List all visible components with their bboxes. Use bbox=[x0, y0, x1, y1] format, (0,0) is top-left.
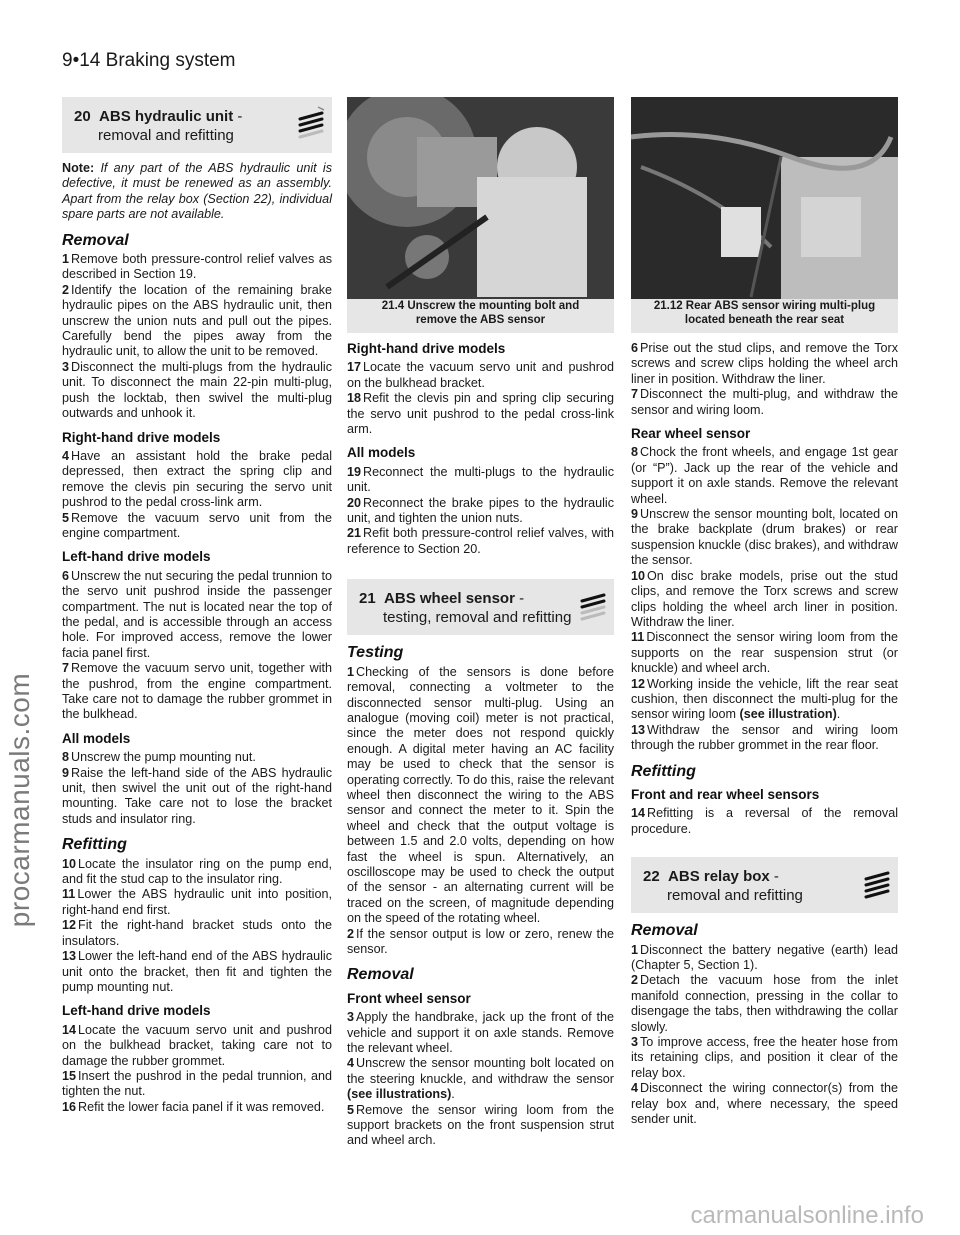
section-22-box: 22 ABS relay box - removal and refitting bbox=[631, 857, 898, 913]
heading-removal: Removal bbox=[62, 231, 129, 249]
section-20-box: 20 ABS hydraulic unit - removal and refitting bbox=[62, 97, 332, 153]
section-22-subtitle: removal and refitting bbox=[667, 887, 803, 905]
photo-rear-sensor-plug bbox=[631, 97, 898, 299]
section-20-title: ABS hydraulic unit bbox=[99, 108, 234, 125]
heading-all-models: All models bbox=[62, 730, 131, 746]
heading-removal-21: Removal bbox=[347, 966, 414, 984]
difficulty-rating-icon bbox=[862, 865, 892, 905]
left-watermark: procarmanuals.com bbox=[4, 672, 35, 928]
bottom-watermark: carmanualsonline.info bbox=[690, 1202, 924, 1229]
chapter-title: Braking system bbox=[105, 50, 236, 71]
heading-testing: Testing bbox=[347, 644, 404, 662]
section-21-subtitle: testing, removal and refitting bbox=[383, 609, 572, 627]
heading-lhd-2: Left-hand drive models bbox=[62, 1003, 211, 1019]
page-header bbox=[62, 50, 236, 72]
difficulty-rating-icon bbox=[578, 587, 608, 627]
note: Note: If any part of the ABS hydraulic unit is defective, it must be renewed as an assembly. Apart from the relay box (Section 22), individual spare parts are not available. bbox=[62, 161, 332, 222]
caption-21-12: 21.12 Rear ABS sensor wiring multi-plug located beneath the rear seat bbox=[631, 299, 898, 333]
column-3: 6 Prise out the stud clips, and remove the Torx screws and screw clips holding the wheel arch liner in position. Withdraw the liner. 7 Disconnect the multi-plug, and withdraw the sensor and wiring loom. Rear wheel sensor 8 Chock the front wheels, and engage 1st gear (or “P”). Jack up the rear of the vehicle and support it on axle stands. Remove the relevant wheel. 9 Unscrew the sensor mounting bolt, located on the brake backplate (drum brakes) or rear suspension knuckle (disc brakes), and withdraw the sensor. 10 On disc brake models, prise out the stud clips, and remove the Torx screws and screw clips holding the wheel arch liner in position. Withdraw the liner. 11 Disconnect the sensor wiring loom from the supports on the rear suspension strut (or knuckle) and wheel arch. 12 Working inside the vehicle, lift the rear seat cushion, then disconnect the multi-plug for the sensor wiring loom (see illustration). 13 Withdraw the sensor and wiring loom through the rubber grommet in the rear floor. Refitting Front and rear wheel sensors 14 Refitting is a reversal of the removal procedure. 22 ABS relay box - removal and refitting Removal 1 Disconnect the battery negative (earth) lead (Chapter 5, Section 1). 2 Detach the vacuum hose from the inlet manifold connection, pressing in the collar to disengage the tabs, then withdrawing the collar slowly. 3 To improve access, free the heater hose from its retaining clips, and position it clear of the relay box. 4 Disconnect the wiring connector(s) from the relay box and, where necessary, the speed sender unit. bbox=[631, 341, 898, 1127]
heading-front-sensor: Front wheel sensor bbox=[347, 990, 471, 1006]
heading-refitting: Refitting bbox=[62, 836, 127, 854]
caption-21-4: 21.4 Unscrew the mounting bolt and remove the ABS sensor bbox=[347, 299, 614, 333]
section-21-title: ABS wheel sensor bbox=[384, 590, 515, 608]
heading-lhd: Left-hand drive models bbox=[62, 549, 211, 565]
heading-rhd: Right-hand drive models bbox=[62, 429, 221, 445]
heading-rhd-2: Right-hand drive models bbox=[347, 341, 506, 356]
section-21-box: 21 ABS wheel sensor - testing, removal and refitting bbox=[347, 579, 614, 635]
column-2: Right-hand drive models 17 Locate the vacuum servo unit and pushrod on the bulkhead bracket. 18 Refit the clevis pin and spring clip securing the servo unit pushrod to the pedal cross-link arm. All models 19 Reconnect the multi-plugs to the hydraulic unit. 20 Reconnect the brake pipes to the hydraulic unit, and tighten the union nuts. 21 Refit both pressure-control relief valves, with reference to Section 20. 21 ABS wheel sensor - testing, removal and refitting Testing 1 Checking of the sensors is done before removal, connecting a voltmeter to the disconnected sensor multi-plug. Using an analogue (moving coil) meter is not practical, since the meter does not respond quickly enough. A digital meter having an AC facility may be used to check that the sensor is operating correctly. To do this, raise the relevant wheel then disconnect the wiring to the ABS sensor and connect the meter to it. Spin the wheel and check that the output voltage is between 1.5 and 2.0 volts, depending on how fast the wheel is spun. Alternatively, an oscilloscope may be used to check the output of the sensor - an alternating current will be traced on the screen, of magnitude depending on the speed of the rotating wheel. 2 If the sensor output is low or zero, renew the sensor. Removal Front wheel sensor 3 Apply the handbrake, jack up the front of the vehicle and support it on axle stands. Remove the relevant wheel. 4 Unscrew the sensor mounting bolt located on the steering knuckle, and withdraw the sensor (see illustrations). 5 Remove the sensor wiring loom from the support brackets on the front suspension strut and wheel arch. bbox=[347, 341, 614, 1148]
heading-both-sensors: Front and rear wheel sensors bbox=[631, 786, 820, 802]
difficulty-rating-icon bbox=[296, 105, 326, 145]
heading-removal-22: Removal bbox=[631, 922, 698, 940]
heading-all-models-2: All models bbox=[347, 445, 416, 461]
heading-refitting-21: Refitting bbox=[631, 762, 696, 780]
page-number: 9•14 bbox=[62, 50, 101, 71]
column-1: 20 ABS hydraulic unit - removal and refitting Note: If any part of the ABS hydraulic unit is defective, it must be renewed as an assembly. Apart from the relay box (Section 22), individual spare parts are not available. Removal 1 Remove both pressure-control relief valves as described in Section 19. 2 Identify the location of the remaining brake hydraulic pipes on the ABS hydraulic unit, then unscrew the union nuts and pull out the pipes. Carefully bend the pipes away from the hydraulic unit, to allow the unit to be removed. 3 Disconnect the multi-plugs from the hydraulic unit. To disconnect the main 22-pin multi-plug, push the locktab, then swivel the multi-plug outwards and unhook it. Right-hand drive models 4 Have an assistant hold the brake pedal depressed, then extract the spring clip and remove the clevis pin securing the servo unit pushrod to the pedal cross-link arm. 5 Remove the vacuum servo unit from the engine compartment. Left-hand drive models 6 Unscrew the nut securing the pedal trunnion to the servo unit pushrod inside the passenger compartment. The nut is located near the top of the pedal, and is accessible through an access hole. For improved access, remove the lower facia panel first. 7 Remove the vacuum servo unit, together with the pushrod, from the engine compartment. Take care not to damage the rubber grommet in the bulkhead. All models 8 Unscrew the pump mounting nut. 9 Raise the left-hand side of the ABS hydraulic unit, then swivel the unit out of the right-hand mounting. Take care not to lose the bracket studs and insulator ring. Refitting 10 Locate the insulator ring on the pump end, and fit the stud cap to the insulator ring. 11 Lower the ABS hydraulic unit into position, right-hand end first. 12 Fit the right-hand bracket studs onto the insulators. 13 Lower the left-hand end of the ABS hydraulic unit onto the bracket, then fit and tighten the pump mounting nut. Left-hand drive models 14 Locate the vacuum servo unit and pushrod on the bulkhead bracket, taking care not to damage the rubber grommet. 15 Insert the pushrod in the pedal trunnion, and tighten the nut. 16 Refit the lower facia panel if it was removed. bbox=[62, 97, 332, 1115]
heading-rear-sensor: Rear wheel sensor bbox=[631, 426, 751, 442]
photo-abs-sensor bbox=[347, 97, 614, 299]
section-22-title: ABS relay box bbox=[668, 868, 770, 886]
section-20-subtitle: removal and refitting bbox=[98, 127, 234, 144]
